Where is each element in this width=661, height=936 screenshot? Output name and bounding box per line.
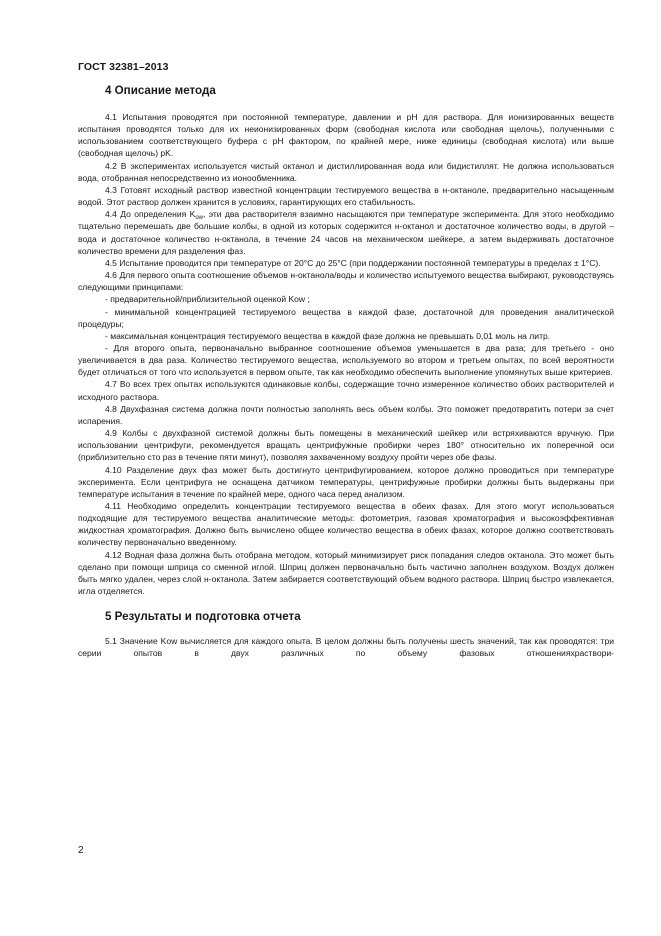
paragraph-4-4-start: 4.4 До определения K	[105, 209, 196, 220]
list-item-max-concentration: - максимальная концентрация тестируемого вещества в каждой фазе должна не превышать 0,01 моль на литр.	[105, 330, 551, 341]
list-item-estimate: - предварительной/приблизительной оценкой Kow ;	[105, 294, 310, 305]
paragraph-4-4-rest: , эти два растворителя взаимно насыщаются при температуре эксперимента. Для этого необходимо тщательно перемешать две большие колбы, в одной из которых содержится н-октанол и достаточное количество воды, в другой – вода и достаточное количество н-октанола, в течение 24 часов на механическом шейкере, а затем выдерживать достаточное количество времени для разделения фаз.	[78, 209, 614, 256]
section-4-title: 4 Описание метода	[105, 84, 216, 97]
paragraph-4-3: 4.3 Готовят исходный раствор известной концентрации тестируемого вещества в н-октаноле, предварительно насыщенным водой. Этот раствор должен хранится в условиях, гарантирующих его стабильность.	[78, 184, 614, 208]
paragraph-4-8: 4.8 Двухфазная система должна почти полностью заполнять весь объем колбы. Это поможет предотвратить потери за счет испарения.	[78, 403, 614, 426]
kow-subscript: ow	[195, 215, 203, 222]
paragraph-4-9: 4.9 Колбы с двухфазной системой должны быть помещены в механический шейкер или встряхиваются вручную. При использовании центрифуги, рекомендуется вращать центрифужные пробирки через 180° относительно их поперечной оси (приблизительно сто раз в течение пяти минут), позволяя захваченному воздуху пройти через обе фазы.	[78, 428, 614, 463]
list-item-min-concentration: - минимальной концентрацией тестируемого вещества в каждой фазе, достаточной для проведения аналитической процедуры;	[78, 306, 614, 329]
document-body	[78, 84, 614, 660]
paragraph-4-5: 4.5 Испытание проводится при температуре от 20°C до 25°C (при поддержании постоянной температуры в пределах ± 1°C).	[105, 257, 601, 268]
paragraph-4-4	[78, 208, 614, 257]
paragraph-4-2: 4.2 В экспериментах используется чистый октанол и дистиллированная вода или бидистиллят. Не должна использоваться вода, отобранная непосредственно из ионообменника.	[78, 160, 614, 183]
paragraph-4-11: 4.11 Необходимо определить концентрации тестируемого вещества в обеих фазах. Для этого могут использоваться подходящие для тестируемого вещества аналитические методы: фотометрия, газовая хроматография и высокоэффективная жидкостная хроматография. Должно быть вычислено общее количество вещества в обеих фазах, которое должно соответствовать количеству первоначально введенному.	[78, 501, 614, 548]
paragraph-5-1: 5.1 Значение Kow вычисляется для каждого опыта. В целом должны быть получены шесть значений, так как проводятся: три серии опытов в двух различных по объему фазовых отношенияхраствори-	[78, 636, 614, 659]
paragraph-4-6: 4.6 Для первого опыта соотношение объемов н-октанола/воды и количество испытуемого вещества выбирают, руководствуясь следующими принципами:	[78, 270, 614, 293]
paragraph-4-12: 4.12 Водная фаза должна быть отобрана методом, который минимизирует риск попадания следов октанола. Это может быть сделано при помощи шприца со сменной иглой. Шприц должен первоначально быть частично заполнен воздухом. Воздух должен быть мягко удален, через слой н-октанола. Затем забирается соответствующий объем водного раствора. Шприц быстро извлекается, игла отделяется.	[78, 549, 614, 597]
section-5-title: 5 Результаты и подготовка отчета	[105, 610, 301, 624]
page-number: 2	[78, 845, 84, 856]
paragraph-4-7: 4.7 Во всех трех опытах используются одинаковые колбы, содержащие точно измеренное количество обоих растворителей и исходного раствора.	[78, 379, 614, 402]
paragraph-4-1: 4.1 Испытания проводятся при постоянной температуре, давлении и pH для раствора. Для ионизированных веществ испытания проводятся только для их неионизированных форм (свободная кислота или свободная щелочь), полученными с использованием соответствующего буфера с pH фактором, по крайней мере, ниже единицы (свободная кислота) или выше (свободная щелочь) pK.	[78, 112, 614, 159]
paragraph-4-10: 4.10 Разделение двух фаз может быть достигнуто центрифугированием, которое должно проводиться при температуре эксперимента. Если центрифуга не оснащена датчиком температуры, центрифужные пробирки должны быть выдержаны при температуре испытания в течение по крайней мере, одного часа перед анализом.	[78, 464, 614, 499]
document-header: ГОСТ 32381–2013	[78, 61, 169, 73]
list-item-second-third-test: - Для второго опыта, первоначально выбранное соотношение объемов уменьшается в два раза; для третьего - оно увеличивается в два раза. Количество тестируемого вещества, используемого во втором и третьем опытах, по всей вероятности будет отличаться от того что используется в первом опыте, так как необходимо обеспечить выполнение упомянутых выше критериев.	[78, 342, 614, 378]
